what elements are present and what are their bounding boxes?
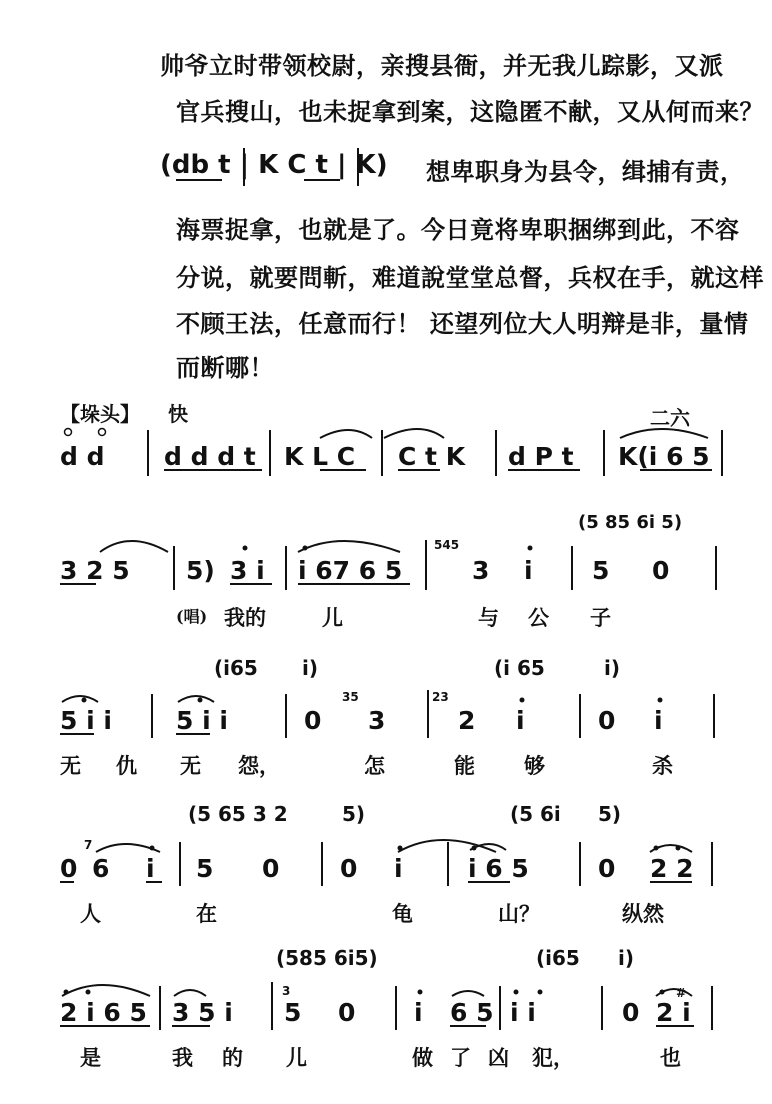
measure-5-notes: d P t xyxy=(508,442,574,471)
lyric: 无 xyxy=(60,753,81,778)
lyric: 凶 xyxy=(488,1045,509,1070)
r3-note-ib: i xyxy=(654,706,663,735)
lyric: 能 xyxy=(454,753,475,778)
r2-note-3: 3 xyxy=(472,556,490,585)
upper-bracket-1: (i65 xyxy=(214,656,258,680)
upper-bracket-1-end: i) xyxy=(302,656,318,680)
r4-note-0d: 0 xyxy=(598,854,616,883)
upper-bracket-1: (5 65 3 2 xyxy=(188,802,288,826)
r3-measure-2: 5 i i xyxy=(176,706,228,735)
upper-bracket-1: (585 6i5) xyxy=(276,946,378,970)
upper-bracket-2: (i65 xyxy=(536,946,580,970)
grace-note: 3 xyxy=(282,984,291,998)
lyric: 的 xyxy=(222,1045,243,1070)
lyric: 山？ xyxy=(498,901,540,926)
measure-3-notes: K L C xyxy=(284,442,356,471)
lyric: 杀 xyxy=(652,753,673,778)
upper-bracket-2-end: i) xyxy=(618,946,634,970)
lyric: 怨， xyxy=(238,753,280,778)
r2-measure-1: 3 2 5 xyxy=(60,556,130,585)
notes-db-t: (db t | K C t | K) xyxy=(160,150,388,180)
r4-note-0b: 0 xyxy=(262,854,280,883)
r4-note-i: i xyxy=(146,854,155,883)
upper-bracket-2-end: 5) xyxy=(598,802,622,826)
lyric: 我的 xyxy=(224,605,266,630)
upper-bracket-2: (5 6i xyxy=(510,802,561,826)
r5-note-i: i xyxy=(414,998,423,1027)
r2-measure-3: 3 i xyxy=(230,556,265,585)
lyric: 犯， xyxy=(532,1045,574,1070)
lyric: 是 xyxy=(80,1045,101,1070)
upper-bracket-1-end: 5) xyxy=(342,802,366,826)
r3-note-2: 2 xyxy=(458,706,476,735)
prose-line-2: 官兵搜山，也未捉拿到案，这隐匿不献，又从何而来？ xyxy=(176,97,764,126)
r2-note-i: i xyxy=(524,556,533,585)
grace-note: 7 xyxy=(84,838,93,852)
r3-note-0b: 0 xyxy=(598,706,616,735)
r2-note-5: 5 xyxy=(592,556,610,585)
r3-note-3: 3 xyxy=(368,706,386,735)
prose-line-6: 不顾王法，任意而行！ 还望列位大人明辩是非，量情 xyxy=(176,309,749,338)
slurs xyxy=(62,429,708,996)
r4-note-6: 6 xyxy=(92,854,110,883)
prose-line-7: 而断哪！ xyxy=(176,353,274,382)
r5-measure-1: 2 i 6 5 xyxy=(60,998,147,1027)
lyric: 了 xyxy=(450,1045,471,1070)
octave-dots xyxy=(64,546,681,995)
sing-mark: (唱) xyxy=(176,607,208,626)
tempo-mark: 快 xyxy=(168,402,188,426)
lyric: 在 xyxy=(196,901,217,926)
prose-line-4: 海票捉拿，也就是了。今日竟将卑职捆绑到此，不容 xyxy=(176,215,740,244)
lyric: 龟 xyxy=(392,901,413,926)
r5-note-0b: 0 xyxy=(622,998,640,1027)
sharp-mark: # xyxy=(676,986,687,1000)
grace-notes-1: 35 xyxy=(342,690,359,704)
r3-measure-1: 5 i i xyxy=(60,706,112,735)
r4-measure-i65: i 6 5 xyxy=(468,854,529,883)
lyric: 够 xyxy=(524,753,545,778)
lyric: 做 xyxy=(412,1045,433,1070)
r4-note-ib: i xyxy=(394,854,403,883)
r4-note-0: 0 xyxy=(60,854,78,883)
r2-measure-2: 5) xyxy=(186,556,215,585)
meter-mark: 二六 xyxy=(650,406,690,430)
r5-note-5: 5 xyxy=(284,998,302,1027)
lyric: 我 xyxy=(172,1045,193,1070)
r4-note-22: 2 2 xyxy=(650,854,694,883)
barlines xyxy=(148,148,722,1030)
grace-notes: 545 xyxy=(434,538,460,552)
lyric: 人 xyxy=(80,901,101,926)
prose-line-5: 分说，就要問斬，难道說堂堂总督，兵权在手，就这样 xyxy=(176,263,764,292)
upper-bracket-notes: (5 85 6i 5) xyxy=(578,512,683,533)
r2-measure-4: i 67 6 5 xyxy=(298,556,403,585)
prose-line-3-text: 想卑职身为县令，缉捕有责， xyxy=(426,157,745,186)
measure-4-notes: C t K xyxy=(398,442,466,471)
upper-octave-rings xyxy=(65,429,106,436)
r4-note-0c: 0 xyxy=(340,854,358,883)
r5-note-65: 6 5 xyxy=(450,998,494,1027)
r3-note-0: 0 xyxy=(304,706,322,735)
measure-2-notes: d d d t xyxy=(164,442,256,471)
r3-note-i: i xyxy=(516,706,525,735)
measure-1-notes: d d xyxy=(60,442,105,471)
lyric: 仇 xyxy=(116,753,137,778)
r2-note-0: 0 xyxy=(652,556,670,585)
lyric: 公 xyxy=(528,605,549,630)
measure-6-notes: K(i 6 5 xyxy=(618,442,710,471)
lyric: 子 xyxy=(590,605,611,630)
r5-note-2i: 2 i xyxy=(656,998,691,1027)
lyric: 无 xyxy=(180,753,201,778)
lyric: 儿 xyxy=(322,605,343,630)
grace-notes-2: 23 xyxy=(432,690,449,704)
upper-bracket-2: (i 65 xyxy=(494,656,545,680)
lyric: 与 xyxy=(478,605,499,630)
lyric: 儿 xyxy=(286,1045,307,1070)
underlines xyxy=(60,180,712,1026)
lyric: 也 xyxy=(660,1045,681,1070)
lyric: 纵然 xyxy=(622,901,664,926)
r5-measure-2: 3 5 i xyxy=(172,998,233,1027)
r5-measure-ii: i i xyxy=(510,998,536,1027)
section-bracket-label: 【垛头】 xyxy=(60,402,140,426)
r4-note-5: 5 xyxy=(196,854,214,883)
upper-bracket-2-end: i) xyxy=(604,656,620,680)
lyric: 怎 xyxy=(364,753,385,778)
r5-note-0: 0 xyxy=(338,998,356,1027)
prose-line-1: 帅爷立时带领校尉，亲搜县衙，并无我儿踪影，又派 xyxy=(160,51,724,80)
